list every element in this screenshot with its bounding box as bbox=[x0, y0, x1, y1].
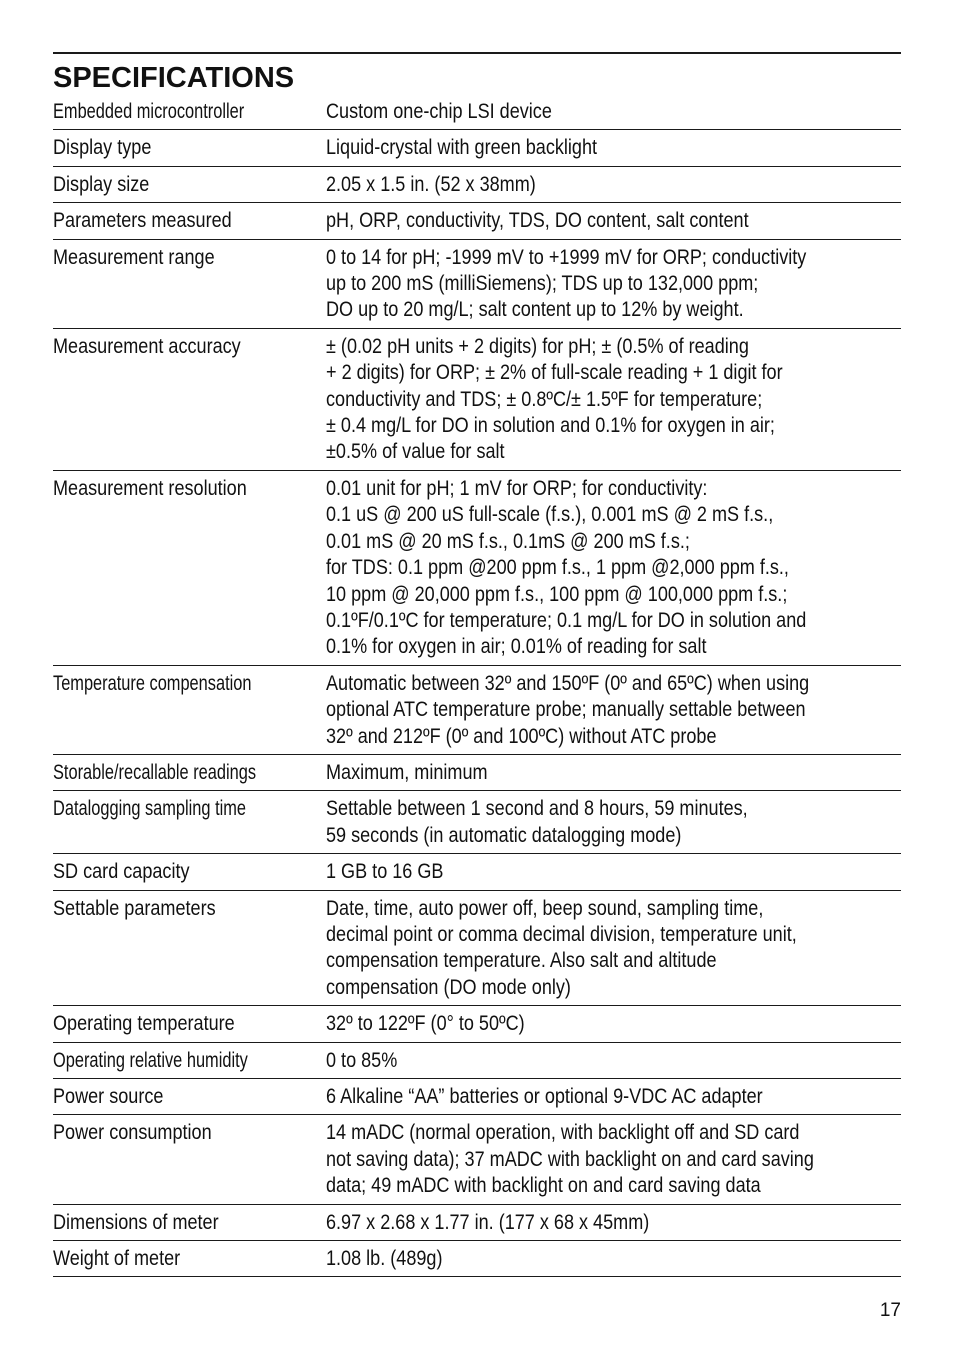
spec-row bbox=[53, 1241, 901, 1277]
spec-row bbox=[53, 854, 901, 890]
spec-value-line: Automatic between 32º and 150ºF (0º and 65ºC) when using bbox=[326, 671, 810, 695]
spec-row bbox=[53, 99, 901, 130]
spec-value-line: Settable between 1 second and 8 hours, 59 minutes, bbox=[326, 797, 748, 821]
spec-label bbox=[53, 476, 326, 661]
spec-value-line: compensation temperature. Also salt and altitude bbox=[326, 949, 717, 973]
spec-value bbox=[326, 208, 901, 234]
spec-label-text: Power consumption bbox=[53, 1121, 212, 1145]
spec-value bbox=[326, 671, 901, 750]
spec-value bbox=[326, 1011, 901, 1037]
spec-value-line: Maximum, minimum bbox=[326, 760, 488, 784]
spec-value-line: optional ATC temperature probe; manually settable between bbox=[326, 698, 806, 722]
spec-value-line: 0 to 14 for pH; -1999 mV to +1999 mV for ORP; conductivity bbox=[326, 245, 807, 269]
spec-value-line: Custom one-chip LSI device bbox=[326, 100, 552, 123]
spec-value bbox=[326, 476, 901, 661]
spec-value-line: Date, time, auto power off, beep sound, sampling time, bbox=[326, 896, 764, 920]
spec-value-line: Liquid-crystal with green backlight bbox=[326, 136, 598, 160]
spec-label bbox=[53, 135, 326, 161]
spec-value-line: pH, ORP, conductivity, TDS, DO content, salt content bbox=[326, 209, 749, 233]
spec-row bbox=[53, 1205, 901, 1241]
spec-label-text: Display type bbox=[53, 136, 152, 160]
spec-label-text: Operating relative humidity bbox=[53, 1048, 248, 1072]
spec-label-text: SD card capacity bbox=[53, 860, 190, 884]
spec-value-line: 0 to 85% bbox=[326, 1048, 398, 1072]
spec-label-text: Temperature compensation bbox=[53, 671, 252, 695]
spec-label bbox=[53, 896, 326, 1002]
spec-label-text: Measurement range bbox=[53, 245, 215, 269]
spec-label-text: Operating temperature bbox=[53, 1012, 235, 1036]
spec-row bbox=[53, 666, 901, 755]
page-number: 17 bbox=[879, 1300, 901, 1321]
spec-row bbox=[53, 203, 901, 239]
spec-label-text: Parameters measured bbox=[53, 209, 232, 233]
spec-label-text: Datalogging sampling time bbox=[53, 797, 247, 821]
spec-value-line: 6 Alkaline “AA” batteries or optional 9-VDC AC adapter bbox=[326, 1085, 763, 1108]
spec-value-line: for TDS: 0.1 ppm @200 ppm f.s., 1 ppm @2,000 ppm f.s., bbox=[326, 556, 789, 580]
spec-row bbox=[53, 1115, 901, 1204]
top-rule bbox=[53, 52, 901, 54]
spec-value bbox=[326, 1210, 901, 1236]
spec-value bbox=[326, 1048, 901, 1074]
spec-page bbox=[53, 52, 901, 1277]
spec-row bbox=[53, 329, 901, 471]
spec-label-text: Storable/recallable readings bbox=[53, 760, 257, 784]
spec-row bbox=[53, 891, 901, 1007]
spec-label-text: Weight of meter bbox=[53, 1247, 181, 1271]
spec-value bbox=[326, 245, 901, 324]
spec-value-line: 0.1ºF/0.1ºC for temperature; 0.1 mg/L for DO in solution and bbox=[326, 608, 807, 632]
spec-label-text: Measurement accuracy bbox=[53, 334, 241, 358]
spec-label bbox=[53, 245, 326, 324]
spec-label bbox=[53, 1120, 326, 1199]
spec-value-line: 0.1% for oxygen in air; 0.01% of reading for salt bbox=[326, 635, 707, 659]
spec-value-line: 59 seconds (in automatic datalogging mode) bbox=[326, 823, 682, 847]
spec-value bbox=[326, 859, 901, 885]
spec-value-line: 1 GB to 16 GB bbox=[326, 860, 444, 884]
spec-row bbox=[53, 1006, 901, 1042]
spec-table bbox=[53, 99, 901, 1277]
spec-label-text: Embedded microcontroller bbox=[53, 100, 245, 123]
spec-row bbox=[53, 167, 901, 203]
spec-label bbox=[53, 1084, 326, 1110]
spec-label bbox=[53, 1210, 326, 1236]
spec-value bbox=[326, 172, 901, 198]
spec-label bbox=[53, 172, 326, 198]
spec-value-line: 0.01 unit for pH; 1 mV for ORP; for conductivity: bbox=[326, 476, 708, 500]
spec-row bbox=[53, 130, 901, 166]
spec-value-line: ± 0.4 mg/L for DO in solution and 0.1% for oxygen in air; bbox=[326, 414, 775, 438]
spec-value bbox=[326, 1246, 901, 1272]
spec-label-text: Settable parameters bbox=[53, 896, 216, 920]
spec-label-text: Power source bbox=[53, 1085, 164, 1108]
spec-value bbox=[326, 760, 901, 786]
spec-value bbox=[326, 1120, 901, 1199]
spec-label bbox=[53, 796, 326, 849]
spec-label bbox=[53, 208, 326, 234]
spec-label bbox=[53, 671, 326, 750]
spec-value-line: 32º to 122ºF (0° to 50ºC) bbox=[326, 1012, 525, 1036]
spec-label bbox=[53, 334, 326, 466]
spec-row bbox=[53, 471, 901, 666]
spec-value-line: DO up to 20 mg/L; salt content up to 12% by weight. bbox=[326, 298, 744, 322]
spec-value-line: 2.05 x 1.5 in. (52 x 38mm) bbox=[326, 172, 536, 196]
spec-row bbox=[53, 1043, 901, 1079]
spec-label-text: Dimensions of meter bbox=[53, 1210, 219, 1234]
spec-value-line: 10 ppm @ 20,000 ppm f.s., 100 ppm @ 100,000 ppm f.s.; bbox=[326, 582, 788, 606]
spec-value-line: + 2 digits) for ORP; ± 2% of full-scale reading + 1 digit for bbox=[326, 361, 783, 385]
spec-label-text: Display size bbox=[53, 172, 150, 196]
spec-value-line: 1.08 lb. (489g) bbox=[326, 1247, 443, 1271]
spec-row bbox=[53, 1079, 901, 1115]
spec-value-line: 32º and 212ºF (0º and 100ºC) without ATC probe bbox=[326, 724, 717, 748]
spec-value bbox=[326, 1084, 901, 1110]
spec-value-line: data; 49 mADC with backlight on and card saving data bbox=[326, 1174, 761, 1198]
spec-value bbox=[326, 896, 901, 1002]
spec-value bbox=[326, 135, 901, 161]
spec-label bbox=[53, 99, 326, 125]
spec-value-line: ±0.5% of value for salt bbox=[326, 440, 505, 464]
spec-label-text: Measurement resolution bbox=[53, 476, 247, 500]
spec-value-line: decimal point or comma decimal division, temperature unit, bbox=[326, 922, 797, 946]
spec-label bbox=[53, 1048, 326, 1074]
spec-value-line: up to 200 mS (milliSiemens); TDS up to 132,000 ppm; bbox=[326, 272, 759, 296]
spec-value-line: 6.97 x 2.68 x 1.77 in. (177 x 68 x 45mm) bbox=[326, 1210, 650, 1234]
spec-value bbox=[326, 99, 901, 125]
spec-label bbox=[53, 1011, 326, 1037]
spec-value-line: 14 mADC (normal operation, with backlight off and SD card bbox=[326, 1121, 800, 1145]
spec-value bbox=[326, 796, 901, 849]
spec-label bbox=[53, 760, 326, 786]
spec-value-line: conductivity and TDS; ± 0.8ºC/± 1.5ºF for temperature; bbox=[326, 387, 763, 411]
spec-value-line: 0.1 uS @ 200 uS full-scale (f.s.), 0.001 mS @ 2 mS f.s., bbox=[326, 503, 774, 527]
spec-row bbox=[53, 240, 901, 329]
spec-row bbox=[53, 755, 901, 791]
spec-value-line: 0.01 mS @ 20 mS f.s., 0.1mS @ 200 mS f.s.; bbox=[326, 529, 690, 553]
page-title: SPECIFICATIONS bbox=[53, 62, 295, 94]
spec-value-line: ± (0.02 pH units + 2 digits) for pH; ± (0.5% of reading bbox=[326, 334, 749, 358]
spec-value-line: compensation (DO mode only) bbox=[326, 975, 571, 999]
spec-label bbox=[53, 1246, 326, 1272]
spec-value-line: not saving data); 37 mADC with backlight on and card saving bbox=[326, 1147, 814, 1171]
spec-value bbox=[326, 334, 901, 466]
spec-row bbox=[53, 791, 901, 854]
spec-label bbox=[53, 859, 326, 885]
